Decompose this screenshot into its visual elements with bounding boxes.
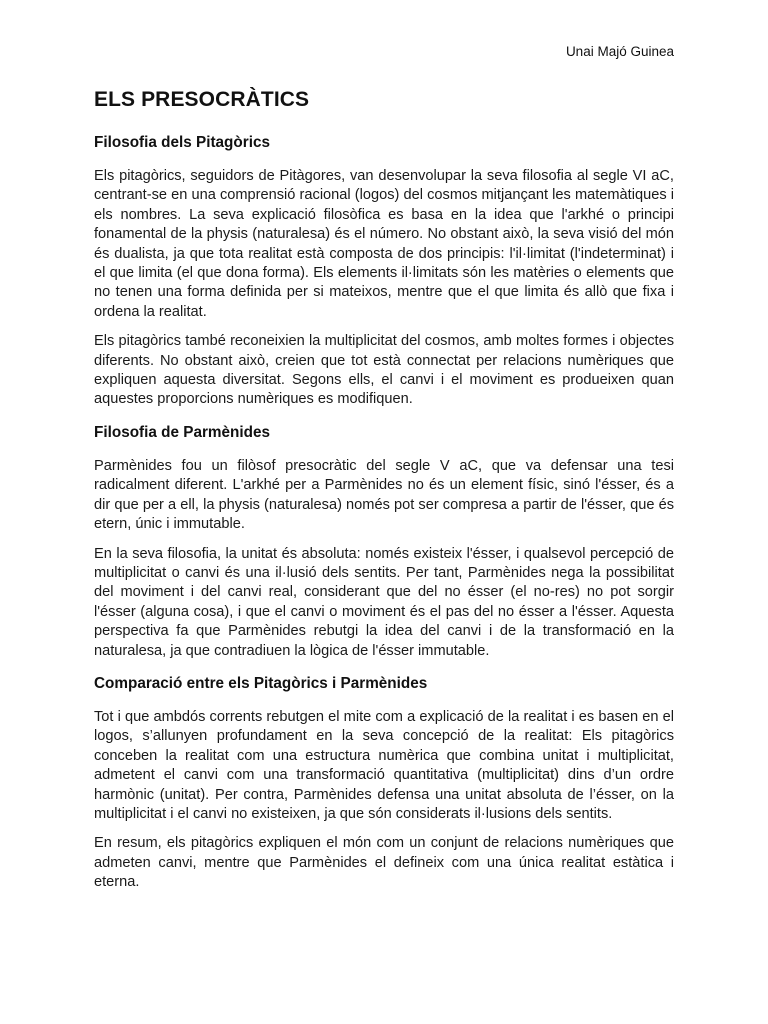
author-name: Unai Majó Guinea [565,44,674,59]
document-body [94,131,674,893]
paragraph: Els pitagòrics, seguidors de Pitàgores, van desenvolupar la seva filosofia al segle VI aC, centrant-se en una comprensió racional (logos) del cosmos mitjançant les matemàtiques i els nombres. La seva explicació filosòfica es basa en la idea que l'arkhé o principi fonamental de la physis (naturalesa) és el número. No obstant això, la seva visió del món és dualista, ja que tota realitat està composta de dos principis: l'il·limitat (l'indeterminat) i el que limita (el que dona forma). Els elements il·limitats són les matèries o elements que no tenen una forma definida per si mateixos, mentre que el que limita és allò que fixa i ordena la realitat. [94,168,674,320]
section-heading-comparacio: Comparació entre els Pitagòrics i Parmènides [94,674,428,692]
section-heading-parmenides: Filosofia de Parmènides [94,423,270,441]
paragraph: Tot i que ambdós corrents rebutgen el mite com a explicació de la realitat i es basen en el logos, s’allunyen profundament en la seva concepció de la realitat: Els pitagòrics conceben la realitat com una estructura numèrica que combina unitat i multiplicitat, admetent el canvi com una transformació quantitativa (multiplicitat) dins d’un ordre harmònic (unitat). Per contra, Parmènides defensa una unitat absoluta de l’ésser, on la multiplicitat i el canvi no existeixen, ja que són considerats il·lusions dels sentits. [94,708,674,822]
section-heading-pitagorics: Filosofia dels Pitagòrics [94,134,270,151]
paragraph: Parmènides fou un filòsof presocràtic del segle V aC, que va defensar una tesi radicalment diferent. L'arkhé per a Parmènides no és un element físic, sinó l'ésser, és a dir que per a ell, la physis (naturalesa) només pot ser compresa a partir de l'ésser, que és etern, únic i immutable. [94,457,674,533]
document-title: ELS PRESOCRÀTICS [94,88,310,111]
paragraph: Els pitagòrics també reconeixien la multiplicitat del cosmos, amb moltes formes i objectes diferents. No obstant això, creien que tot està connectat per relacions numèriques que expliquen aquesta diversitat. Segons ells, el canvi i el moviment es produeixen quan aquestes proporcions numèriques es modifiquen. [94,333,674,408]
paragraph: En la seva filosofia, la unitat és absoluta: només existeix l'ésser, i qualsevol percepció de multiplicitat o canvi és una il·lusió dels sentits. Per tant, Parmènides nega la possibilitat del moviment i del canvi real, considerant que del no ésser (el no-res) no pot sorgir l'ésser (alguna cosa), i que el canvi o moviment és el pas del no ésser a l'ésser. Aquesta perspectiva fa que Parmènides rebutgi la idea del canvi i de la transformació en la naturalesa, ja que contradiuen la lògica de l'ésser immutable. [94,545,674,659]
paragraph: En resum, els pitagòrics expliquen el món com un conjunt de relacions numèriques que admeten canvi, mentre que Parmènides el defineix com una única realitat estàtica i eterna. [94,835,674,891]
